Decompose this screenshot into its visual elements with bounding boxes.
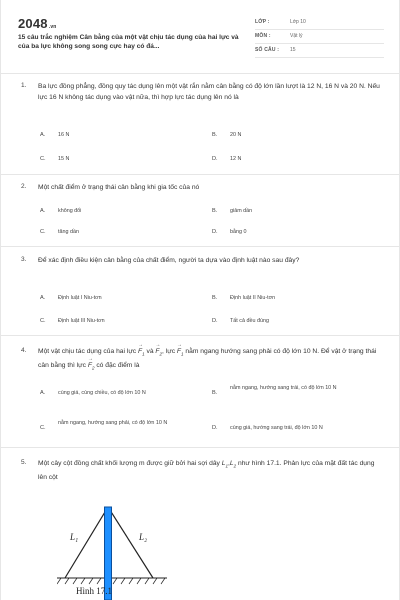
rope-l2-symbol: $L_2$ bbox=[229, 460, 237, 469]
question-divider bbox=[1, 246, 400, 247]
label-l1: L₁ bbox=[70, 532, 79, 542]
question-number: 3. bbox=[21, 256, 27, 263]
meta-class-label: LỚP : bbox=[255, 19, 270, 25]
question-divider bbox=[1, 174, 400, 175]
question-text: Để xác định điều kiện cân bằng của chất điểm, người ta dựa vào định luật nào sau đây? bbox=[38, 257, 300, 264]
force-f2-symbol: → $F_2$ bbox=[88, 360, 95, 374]
label-l2: L₂ bbox=[139, 532, 148, 542]
question-text: Một chất điểm ở trạng thái cân bằng khi gia tốc của nó bbox=[38, 184, 200, 191]
meta-count-row bbox=[255, 44, 384, 58]
meta-subject-value: Vật lý bbox=[290, 33, 303, 39]
site-logo[interactable]: 2048.vn bbox=[18, 16, 57, 31]
meta-class-value: Lớp 10 bbox=[290, 19, 306, 25]
meta-count-value: 15 bbox=[290, 47, 296, 53]
document-title: 15 câu trắc nghiệm Cân bằng của một vật chịu tác dụng của hai lực và của ba lực không song song cực hay có đá... bbox=[18, 34, 239, 50]
question-number: 1. bbox=[21, 82, 27, 89]
figure-caption: Hình 17.1 bbox=[76, 586, 112, 596]
document-header bbox=[18, 16, 384, 72]
rope-l1-symbol: $L_1$ bbox=[221, 460, 229, 469]
question-divider bbox=[1, 447, 400, 448]
document-page: 2048.vn 15 câu trắc nghiệm Cân bằng của một vật chịu tác dụng của hai lực và của ba lực không song song cực hay có đá... LỚP : Lớp 10 MÔN : Vật lý SỐ CÂU : 15 1. Ba lực đồng phẳng, đồng quy tác dụng lên một vật rắn nằm cân bằng có độ lớn lần lượt là 12 N, 16 N và 20 N. Nếu lực 16 N không tác dụng vào vật nữa, thì hợp lực tác dụng lên nó là A. 16 N B. 20 N C. 15 N D. 12 N 2. Một chất điểm ở trạng thái cân bằng khi gia tốc của nó A. không đổi B. giảm dần C. tăng dần D. bằng 0 3. Để xác định điều kiện cân bằng của chất điểm, người ta dựa vào định luật nào sau đây? A. Định luật I Niu-tơn B. Định luật II Niu-tơn C. Định luật III Niu-tơn D. Tất cả đều đúng 4. Một vật chịu tác dụng của hai lực → $F_1$ và → $F_2$, lực → $F_1$ nằm ngang hướng sang phải có độ lớn 10 N. Để vật ở trạng thái cân bằng thì lực → $F_2$ có đặc điểm là A. cùng giá, cùng chiều, có độ lớn 10 N B. nằm ngang, hướng sang trái, có độ lớn 10 N C. nằm ngang, hướng sang phải, có độ lớn 10 N D. cùng giá, hướng sang trái, độ lớn 10 N 5. Một cây cột đồng chất khối lượng m được giữ bởi hai sợi dây $L_1,L_2$ như hình 17.1. Phản lực của mặt đất tác dụng lên cột L₁ L₂ Hình 17.1 bbox=[0, 0, 400, 600]
force-f1-symbol: → $F_1$ bbox=[177, 346, 184, 360]
force-f1-symbol: → $F_1$ bbox=[138, 346, 145, 360]
force-f2-symbol: → $F_2$ bbox=[155, 346, 162, 360]
question-text: Một vật chịu tác dụng của hai lực → $F_1$ và → $F_2$, lực → $F_1$ nằm ngang hướng sang phải có độ lớn 10 N. Để vật ở trạng thái cân bằng thì lực → $F_2$ có đặc điểm là bbox=[38, 346, 382, 373]
question-number: 5. bbox=[21, 459, 27, 466]
question-number: 2. bbox=[21, 183, 27, 190]
question-divider bbox=[1, 335, 400, 336]
rope-l1 bbox=[65, 507, 108, 578]
meta-count-label: SỐ CÂU : bbox=[255, 47, 280, 53]
meta-class-row bbox=[255, 16, 384, 30]
rope-l2 bbox=[108, 507, 153, 578]
question-text: Ba lực đồng phẳng, đồng quy tác dụng lên một vật rắn nằm cân bằng có độ lớn lần lượt là 12 N, 16 N và 20 N. Nếu lực 16 N không tác dụng vào vật nữa, thì hợp lực tác dụng lên nó là bbox=[38, 83, 380, 102]
pole-ropes-figure bbox=[57, 505, 167, 600]
document-meta bbox=[255, 16, 384, 58]
meta-subject-label: MÔN : bbox=[255, 33, 271, 39]
meta-subject-row bbox=[255, 30, 384, 44]
header-divider bbox=[1, 73, 400, 74]
question-number: 4. bbox=[21, 347, 27, 354]
question-text: Một cây cột đồng chất khối lượng m được giữ bởi hai sợi dây $L_1,L_2$ như hình 17.1. Phản lực của mặt đất tác dụng lên cột bbox=[38, 460, 375, 481]
